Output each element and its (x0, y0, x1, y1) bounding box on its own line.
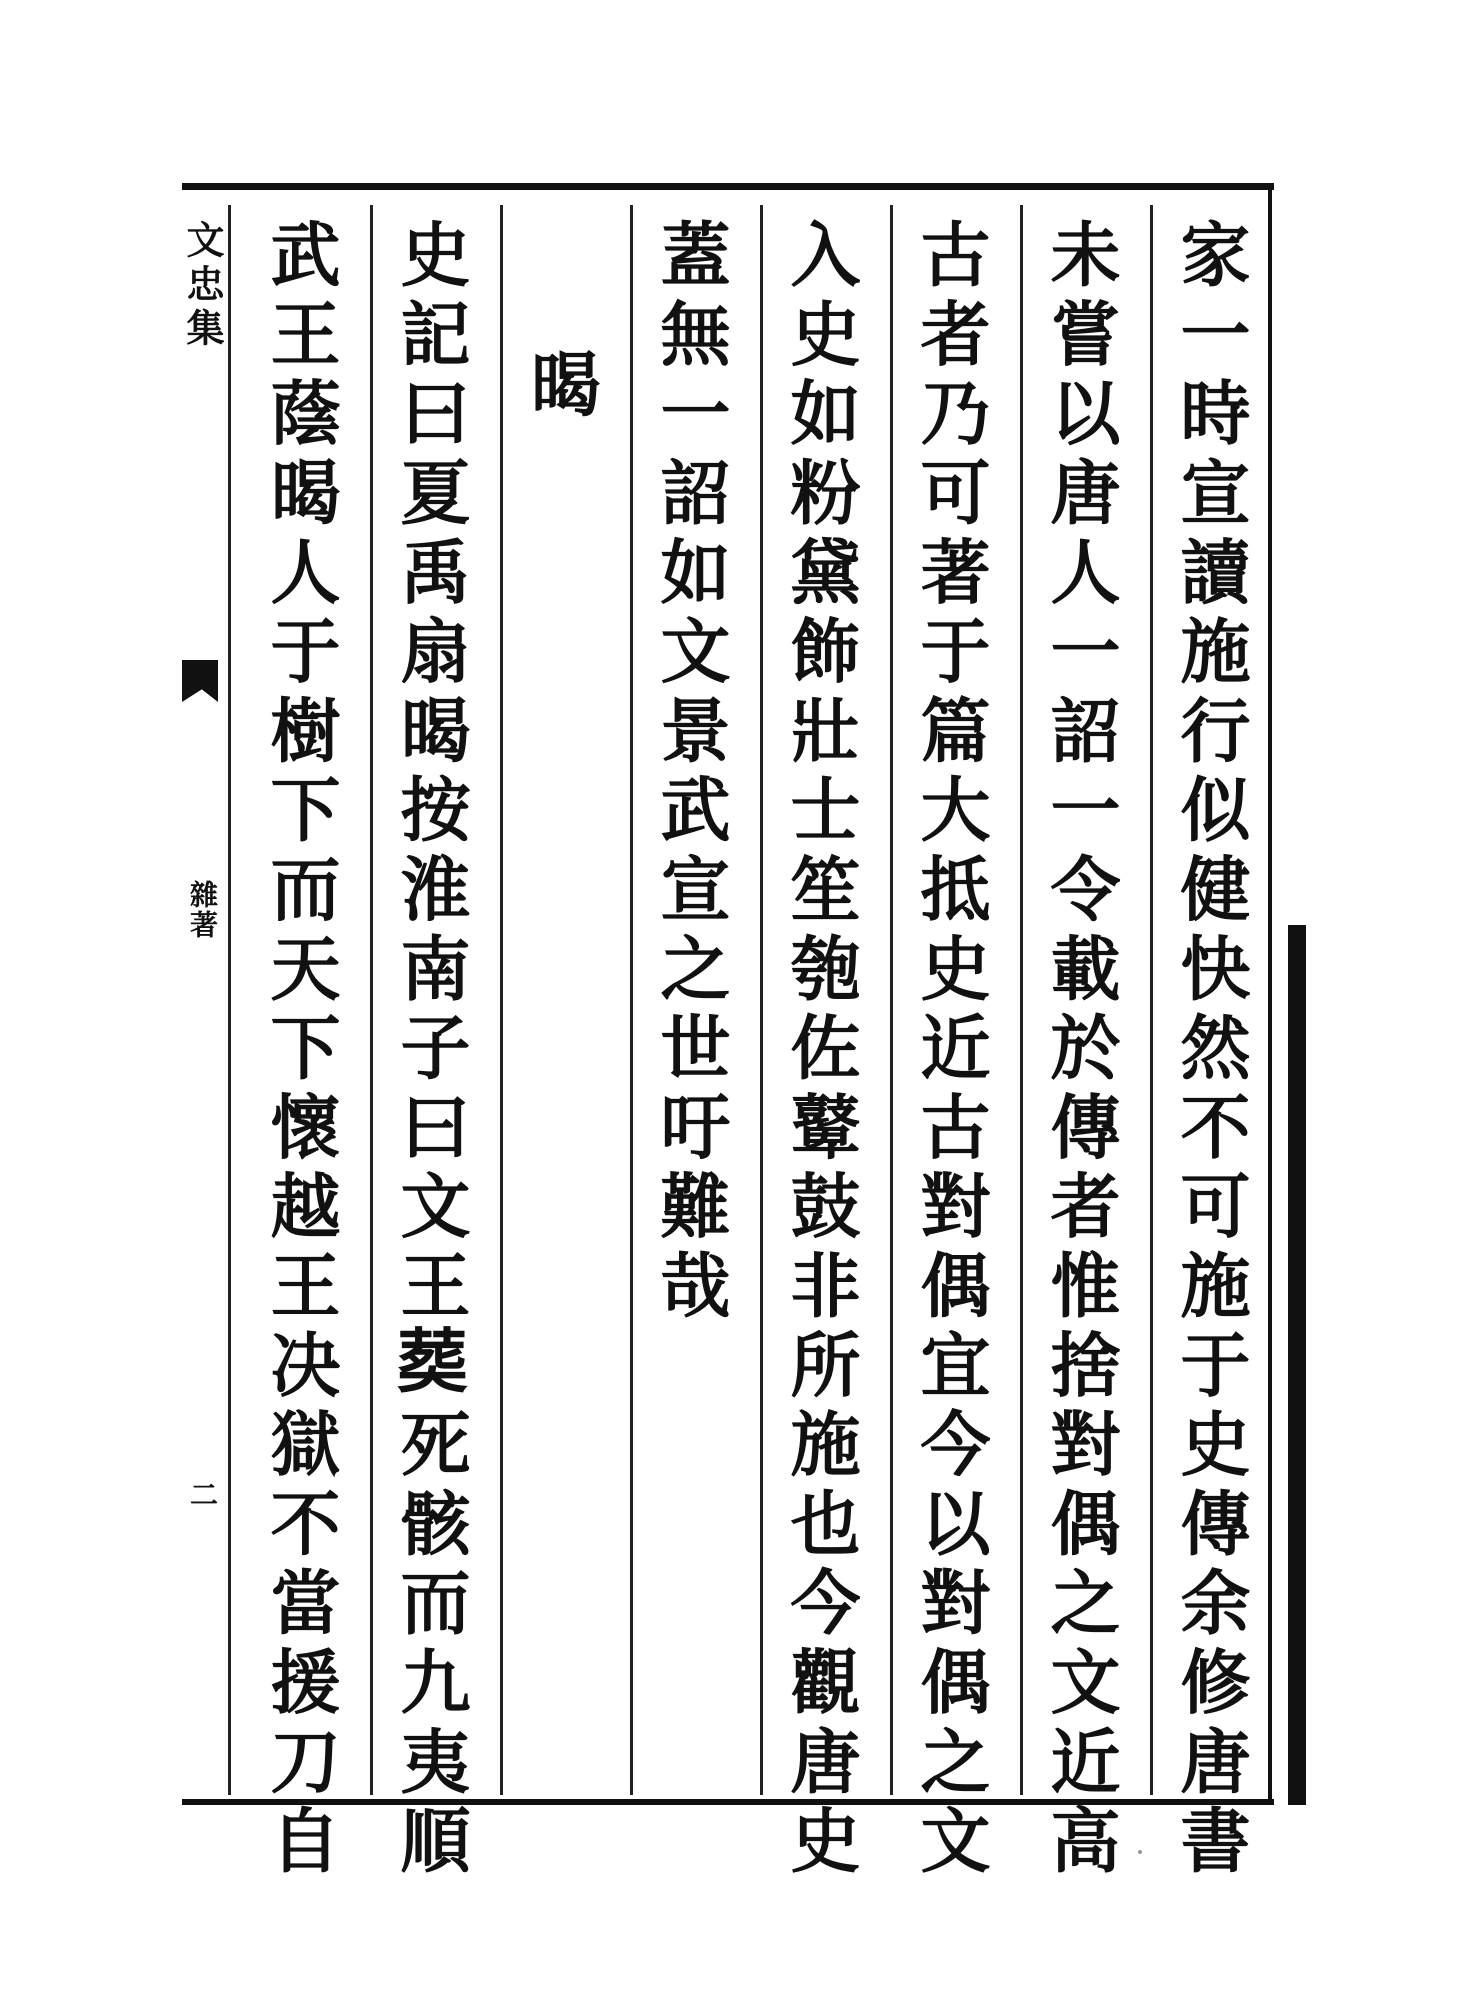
column-rule (760, 205, 763, 1795)
text-column-heading (510, 218, 610, 1793)
column-rule (1020, 205, 1023, 1795)
column-text: 未嘗以唐人一詔一令載於傳者惟捨對偶之文近高 (1039, 218, 1122, 1884)
column-rule (370, 205, 373, 1795)
text-column-3 (900, 218, 1000, 1884)
column-text: 武王蔭暍人于樹下而天下懷越王决獄不當援刀自 (259, 218, 342, 1884)
column-text: 入史如粉黛飾壯士笙匏佐鼙鼓非所施也今觀唐史 (779, 218, 862, 1884)
scan-speck (1138, 1850, 1142, 1854)
frame-border-right (1268, 190, 1272, 1800)
column-text: 蓋無一詔如文景武宣之世吁難哉 (649, 218, 732, 1329)
column-text: 史記曰夏禹扇暍按淮南子曰文王𦵏死骸而九夷順 (389, 218, 472, 1884)
text-column-5 (640, 218, 740, 1793)
entry-heading: 暍 (519, 348, 602, 428)
column-text: 家一時宣讀施行似健快然不可施于史傳余修唐書 (1169, 218, 1252, 1884)
frame-border-right-heavy (1288, 925, 1306, 1805)
column-rule (1150, 205, 1153, 1795)
column-rule (890, 205, 893, 1795)
margin-strip (180, 205, 225, 1795)
text-column-8 (250, 218, 350, 1884)
text-column-4 (770, 218, 870, 1884)
margin-book-title: 文忠集 (180, 220, 225, 352)
column-text: 古者乃可著于篇大抵史近古對偶宜今以對偶之文 (909, 218, 992, 1884)
margin-page-number: 二 (186, 1480, 219, 1508)
margin-section-label: 雜著 (186, 880, 219, 940)
text-column-2 (1030, 218, 1130, 1884)
column-rule (500, 205, 503, 1795)
column-rule (228, 205, 231, 1795)
text-column-7 (380, 218, 480, 1884)
text-column-1 (1160, 218, 1260, 1884)
column-rule (630, 205, 633, 1795)
